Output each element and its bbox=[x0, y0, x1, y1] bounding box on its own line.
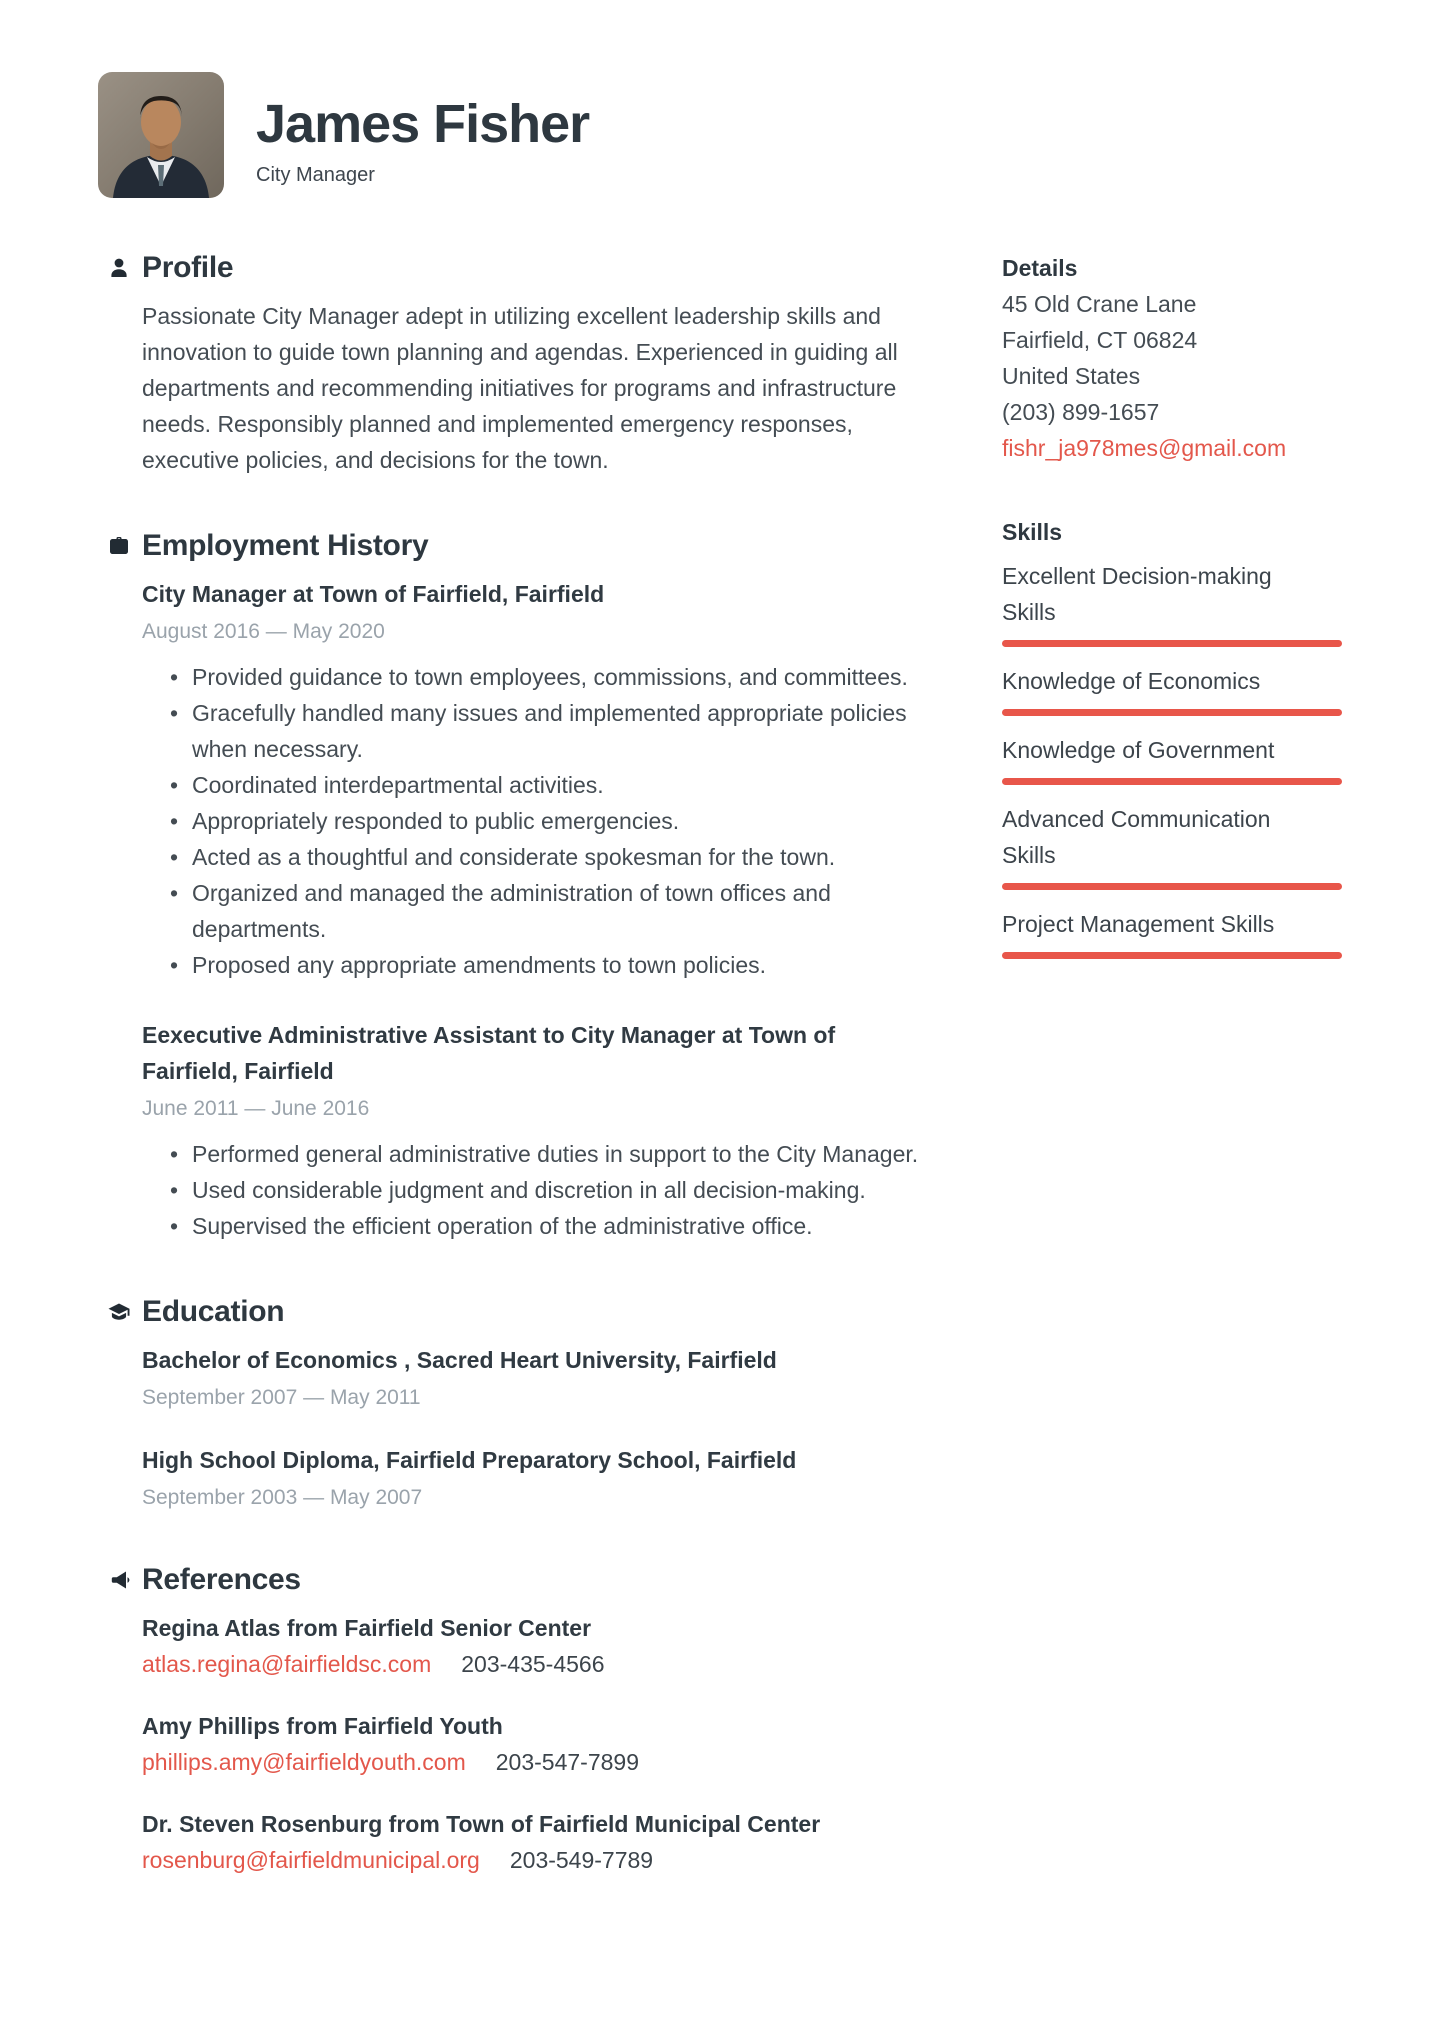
job-dates-2: June 2011 — June 2016 bbox=[142, 1097, 370, 1120]
bullet-item: • Organized and managed the administration of town offices and departments. bbox=[142, 875, 922, 947]
person-icon bbox=[106, 255, 132, 281]
reference-contact-2 bbox=[142, 1744, 922, 1780]
reference-phone: 203-547-7899 bbox=[495, 1749, 639, 1775]
section-profile bbox=[142, 250, 922, 478]
job-bullets-2 bbox=[142, 1136, 922, 1244]
email-link[interactable]: fishr_ja978mes@gmail.com bbox=[1002, 435, 1287, 461]
address-line-3: United States bbox=[1002, 363, 1141, 389]
employment-entry bbox=[142, 576, 922, 983]
briefcase-icon bbox=[106, 533, 132, 559]
email-line bbox=[1002, 430, 1342, 466]
education-title-2: High School Diploma, Fairfield Preparatory School, Fairfield bbox=[142, 1447, 797, 1473]
skill-level-bar bbox=[1002, 883, 1342, 890]
job-dates-1: August 2016 — May 2020 bbox=[142, 620, 385, 643]
main-column bbox=[106, 250, 922, 1878]
education-entry bbox=[142, 1442, 922, 1512]
skill-item bbox=[1002, 732, 1342, 785]
reference-entry bbox=[142, 1708, 922, 1780]
bullet-item: • Gracefully handled many issues and implemented appropriate policies when necessary. bbox=[142, 695, 922, 767]
skills-heading: Skills bbox=[1002, 519, 1063, 545]
skill-level-bar bbox=[1002, 778, 1342, 785]
skill-label: Project Management Skills bbox=[1002, 911, 1275, 937]
bullet-item: • Proposed any appropriate amendments to town policies. bbox=[142, 947, 922, 983]
reference-name-2: Amy Phillips from Fairfield Youth bbox=[142, 1713, 503, 1739]
reference-name-1: Regina Atlas from Fairfield Senior Center bbox=[142, 1615, 592, 1641]
education-entry bbox=[142, 1342, 922, 1412]
reference-contact-3 bbox=[142, 1842, 922, 1878]
header-text bbox=[256, 72, 589, 198]
address-line-2: Fairfield, CT 06824 bbox=[1002, 327, 1198, 353]
reference-contact-1 bbox=[142, 1646, 922, 1682]
reference-name-3: Dr. Steven Rosenburg from Town of Fairfield Municipal Center bbox=[142, 1811, 821, 1837]
references-heading: References bbox=[142, 1563, 301, 1596]
skill-item bbox=[1002, 558, 1342, 647]
skill-level-bar bbox=[1002, 952, 1342, 959]
bullet-item: • Used considerable judgment and discretion in all decision-making. bbox=[142, 1172, 922, 1208]
bullet-item: • Coordinated interdepartmental activities. bbox=[142, 767, 922, 803]
bullet-item: • Acted as a thoughtful and considerate spokesman for the town. bbox=[142, 839, 922, 875]
education-heading: Education bbox=[142, 1295, 285, 1328]
references-section-header bbox=[106, 1562, 922, 1598]
skill-label: Knowledge of Economics bbox=[1002, 668, 1261, 694]
phone-number: (203) 899-1657 bbox=[1002, 399, 1160, 425]
side-column bbox=[1002, 250, 1342, 959]
reference-phone: 203-549-7789 bbox=[509, 1847, 654, 1873]
candidate-name: James Fisher bbox=[256, 94, 590, 154]
skill-item bbox=[1002, 663, 1342, 716]
details-heading: Details bbox=[1002, 255, 1078, 281]
reference-email-link[interactable]: atlas.regina@fairfieldsc.com bbox=[142, 1651, 432, 1677]
job-bullets-1 bbox=[142, 659, 922, 983]
skills-list bbox=[1002, 558, 1342, 959]
education-section-header bbox=[106, 1294, 922, 1330]
education-dates-1: September 2007 — May 2011 bbox=[142, 1386, 421, 1409]
reference-email-link[interactable]: rosenburg@fairfieldmunicipal.org bbox=[142, 1847, 480, 1873]
employment-section-header bbox=[106, 528, 922, 564]
reference-phone: 203-435-4566 bbox=[461, 1651, 605, 1677]
profile-section-header bbox=[106, 250, 922, 286]
employment-entry bbox=[142, 1017, 922, 1244]
bullet-item: • Provided guidance to town employees, commissions, and committees. bbox=[142, 659, 922, 695]
header bbox=[98, 72, 1342, 198]
skill-item bbox=[1002, 801, 1342, 890]
section-employment bbox=[142, 528, 922, 1244]
skill-label: Excellent Decision-making Skills bbox=[1002, 563, 1272, 625]
reference-email-link[interactable]: phillips.amy@fairfieldyouth.com bbox=[142, 1749, 466, 1775]
education-dates-2: September 2003 — May 2007 bbox=[142, 1486, 423, 1509]
bullet-item: • Appropriately responded to public emergencies. bbox=[142, 803, 922, 839]
address-line-1: 45 Old Crane Lane bbox=[1002, 291, 1197, 317]
skill-label: Knowledge of Government bbox=[1002, 737, 1275, 763]
section-education bbox=[142, 1294, 922, 1512]
profile-photo bbox=[98, 72, 224, 198]
job-title-2: Eexecutive Administrative Assistant to City Manager at Town of Fairfield, Fairfield bbox=[142, 1022, 836, 1084]
skills-block bbox=[1002, 514, 1342, 959]
job-title-1: City Manager at Town of Fairfield, Fairfield bbox=[142, 581, 605, 607]
education-title-1: Bachelor of Economics , Sacred Heart University, Fairfield bbox=[142, 1347, 777, 1373]
reference-entry bbox=[142, 1610, 922, 1682]
skill-label: Advanced Communication Skills bbox=[1002, 806, 1271, 868]
profile-heading: Profile bbox=[142, 251, 234, 284]
bullet-item: • Performed general administrative duties in support to the City Manager. bbox=[142, 1136, 922, 1172]
employment-heading: Employment History bbox=[142, 529, 429, 562]
reference-entry bbox=[142, 1806, 922, 1878]
content-columns bbox=[106, 250, 1342, 1878]
megaphone-icon bbox=[106, 1567, 132, 1593]
profile-text: Passionate City Manager adept in utilizing excellent leadership skills and innovation to guide town planning and agendas. Experienced in guiding all departments and recommending initiatives for programs and infrastructure needs. Responsibly planned and implemented emergency responses, executive policies, and decisions for the town. bbox=[142, 303, 898, 473]
candidate-job-title: City Manager bbox=[256, 163, 375, 186]
details-block bbox=[1002, 250, 1342, 466]
graduation-cap-icon bbox=[106, 1299, 132, 1325]
portrait-illustration bbox=[98, 72, 224, 198]
skill-level-bar bbox=[1002, 640, 1342, 647]
bullet-item: • Supervised the efficient operation of the administrative office. bbox=[142, 1208, 922, 1244]
skill-item bbox=[1002, 906, 1342, 959]
skill-level-bar bbox=[1002, 709, 1342, 716]
section-references bbox=[142, 1562, 922, 1878]
